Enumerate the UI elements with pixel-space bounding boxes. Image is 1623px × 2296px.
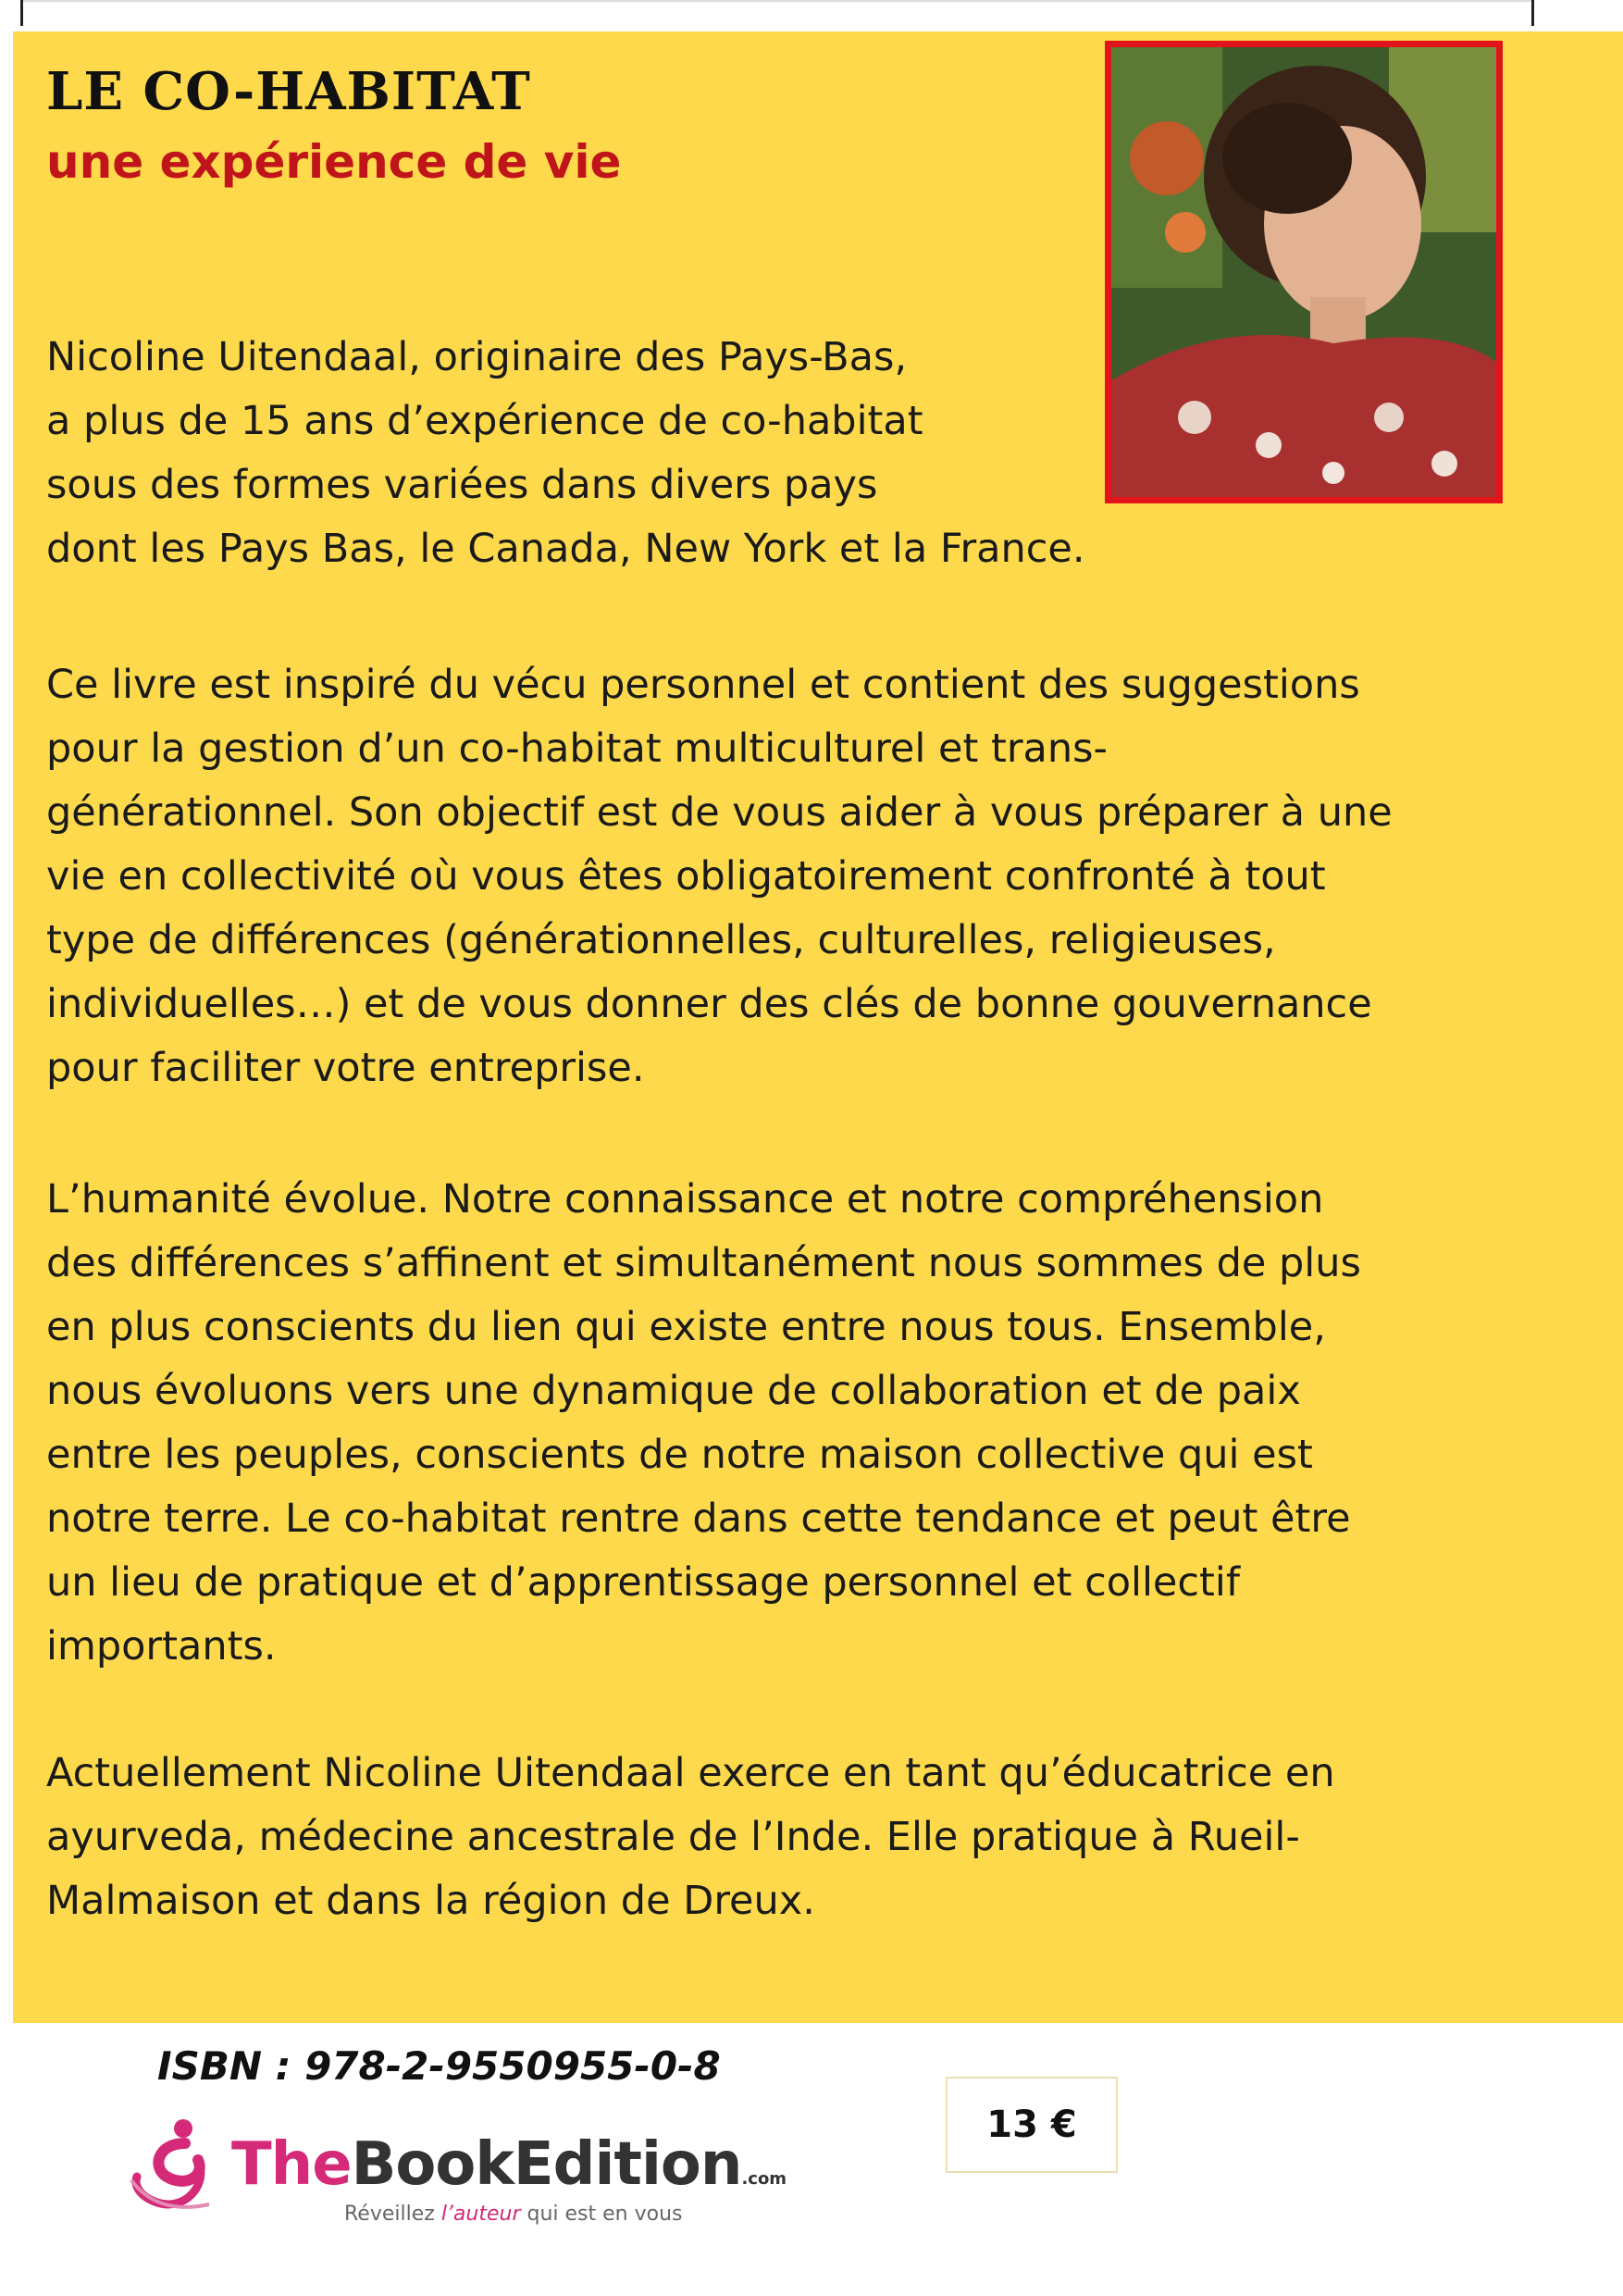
book-title: LE CO-HABITAT (46, 61, 531, 122)
text-line: notre terre. Le co-habitat rentre dans cette tendance et peut être (46, 1496, 1351, 1542)
publisher-wordmark (231, 2130, 787, 2199)
publisher-tagline (344, 2203, 682, 2226)
crop-mark-left (20, 0, 23, 26)
text-line: Nicoline Uitendaal, originaire des Pays-Bas, (46, 334, 908, 380)
price-tag: 13 € (946, 2077, 1118, 2173)
text-line: pour la gestion d’un co-habitat multiculturel et trans- (46, 726, 1109, 772)
text-line: un lieu de pratique et d’apprentissage personnel et collectif (46, 1559, 1240, 1606)
tagline-start: Réveillez (344, 2203, 441, 2226)
text-line: Malmaison et dans la région de Dreux. (46, 1878, 815, 1924)
wordmark-bookedition: BookEdition (351, 2130, 742, 2199)
text-line: dont les Pays Bas, le Canada, New York et la France. (46, 526, 1085, 572)
text-line: sous des formes variées dans divers pays (46, 462, 878, 508)
paragraph-humanity (46, 1168, 1361, 1679)
crop-mark-right (1531, 0, 1534, 26)
text-line: Actuellement Nicoline Uitendaal exerce en tant qu’éducatrice en (46, 1750, 1335, 1796)
text-line: a plus de 15 ans d’expérience de co-habitat (46, 398, 923, 444)
text-line: individuelles…) et de vous donner des clés de bonne gouvernance (46, 981, 1372, 1027)
isbn-label: ISBN : 978-2-9550955-0-8 (157, 2043, 721, 2089)
paragraph-author-current (46, 1742, 1335, 1933)
back-cover-panel (13, 31, 1623, 2023)
thebookedition-logo-icon (120, 2112, 231, 2223)
text-line: pour faciliter votre entreprise. (46, 1045, 645, 1091)
text-line: nous évoluons vers une dynamique de collaboration et de paix (46, 1368, 1301, 1414)
paragraph-author-intro (46, 326, 1085, 581)
text-line: des différences s’affinent et simultanément nous sommes de plus (46, 1240, 1361, 1286)
text-line: entre les peuples, conscients de notre maison collective qui est (46, 1432, 1313, 1478)
tagline-end: qui est en vous (520, 2203, 683, 2226)
author-photo (1105, 41, 1503, 503)
author-portrait-icon (1111, 47, 1496, 497)
text-line: Ce livre est inspiré du vécu personnel et contient des suggestions (46, 662, 1360, 708)
text-line: ayurveda, médecine ancestrale de l’Inde. Elle pratique à Rueil- (46, 1814, 1300, 1860)
text-line: L’humanité évolue. Notre connaissance et notre compréhension (46, 1176, 1324, 1222)
paragraph-book-purpose (46, 653, 1393, 1100)
tagline-highlight: l’auteur (440, 2203, 521, 2226)
text-line: vie en collectivité où vous êtes obligatoirement confronté à tout (46, 853, 1326, 900)
text-line: générationnel. Son objectif est de vous aider à vous préparer à une (46, 789, 1393, 836)
text-line: en plus conscients du lien qui existe entre nous tous. Ensemble, (46, 1304, 1326, 1350)
wordmark-the: The (231, 2130, 352, 2199)
text-line: importants. (46, 1623, 277, 1669)
wordmark-com: .com (741, 2169, 787, 2189)
text-line: type de différences (générationnelles, culturelles, religieuses, (46, 917, 1276, 963)
publisher-logo (120, 2112, 805, 2232)
top-rule (20, 0, 1534, 2)
book-subtitle: une expérience de vie (46, 135, 622, 189)
